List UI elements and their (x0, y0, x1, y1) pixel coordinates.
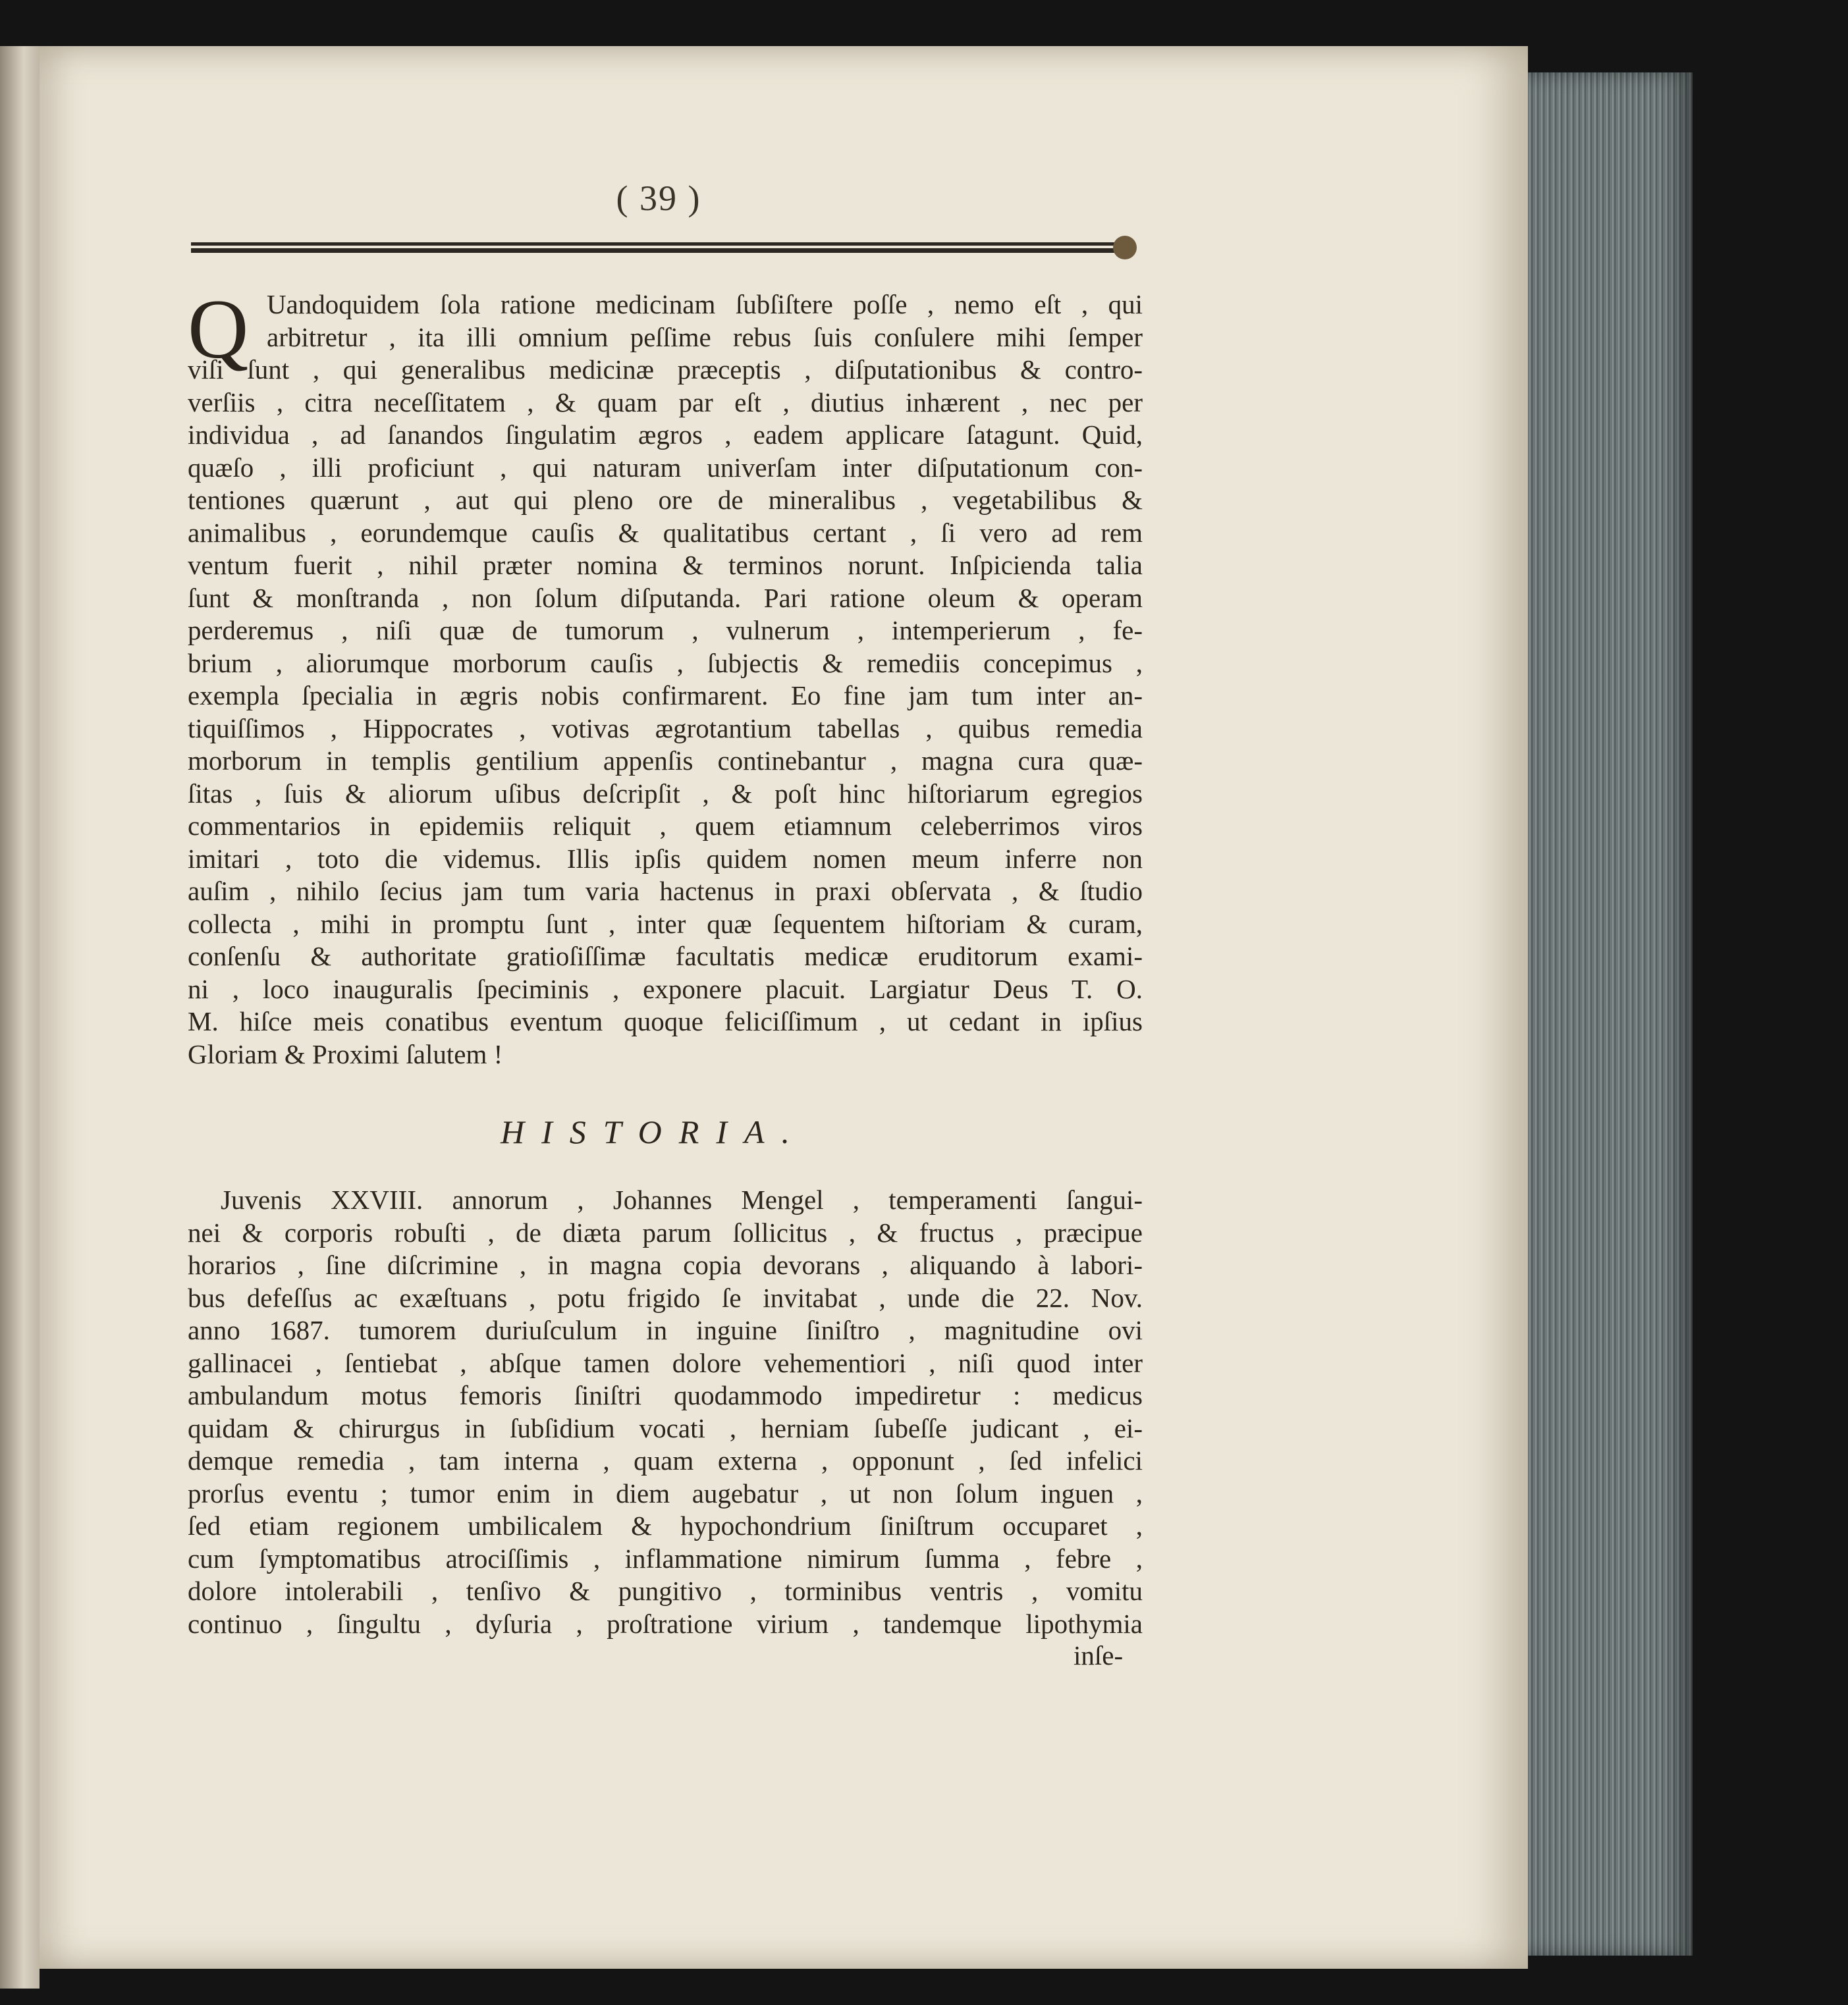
text-line: verſiis , citra neceſſitatem , & quam par eſt , diutius inhærent , nec per (188, 387, 1143, 417)
text-line: horarios , ſine diſcrimine , in magna copia devorans , aliquando à labori- (188, 1250, 1143, 1280)
text-line: brium , aliorumque morborum cauſis , ſubjectis & remediis concepimus , (188, 647, 1143, 678)
text-line: commentarios in epidemiis reliquit , quem etiamnum celeberrimos viros (188, 811, 1143, 841)
drop-capital: Q (188, 282, 249, 376)
page-block-edge (1528, 72, 1693, 1956)
history-text (188, 1184, 1143, 1640)
section-heading: HISTORIA. (501, 1113, 807, 1150)
text-line: morborum in templis gentilium appenſis continebantur , magna cura quæ- (188, 745, 1143, 776)
text-line: Gloriam & Proximi ſalutem ! (188, 1038, 503, 1069)
text-line: conſenſu & authoritate gratioſiſſimæ facultatis medicæ eruditorum exami- (188, 941, 1143, 971)
text-line: dolore intolerabili , tenſivo & pungitivo , torminibus ventris , vomitu (188, 1576, 1143, 1606)
preface-text (188, 282, 1143, 1071)
text-line: arbitretur , ita illi omnium peſſime rebus ſuis conſulere mihi ſemper (267, 321, 1143, 352)
text-line: ſitas , ſuis & aliorum uſibus deſcripſit , & poſt hinc hiſtoriarum egregios (188, 778, 1143, 809)
text-line: continuo , ſingultu , dyſuria , proſtratione virium , tandemque lipothymia (188, 1608, 1143, 1639)
text-line: viſi ſunt , qui generalibus medicinæ præceptis , diſputationibus & contro- (188, 354, 1143, 385)
text-line: tentiones quærunt , aut qui pleno ore de mineralibus , vegetabilibus & (188, 485, 1143, 515)
header-rule (191, 242, 1133, 253)
text-line: tiquiſſimos , Hippocrates , votivas ægrotantium tabellas , quibus remedia (188, 712, 1143, 743)
text-line: anno 1687. tumorem duriuſculum in inguine ſiniſtro , magnitudine ovi (188, 1315, 1143, 1345)
text-line: perderemus , niſi quæ de tumorum , vulnerum , intemperierum , fe- (188, 615, 1143, 645)
text-line: collecta , mihi in promptu ſunt , inter quæ ſequentem hiſtoriam & curam, (188, 908, 1143, 939)
text-line: animalibus , eorundemque cauſis & qualitatibus certant , ſi vero ad rem (188, 517, 1143, 548)
text-line: bus defeſſus ac exæſtuans , potu frigido ſe invitabat , unde die 22. Nov. (188, 1282, 1143, 1313)
text-line: quidam & chirurgus in ſubſidium vocati , herniam ſubeſſe judicant , ei- (188, 1412, 1143, 1443)
text-line: ſed etiam regionem umbilicalem & hypochondrium ſiniſtrum occuparet , (188, 1510, 1143, 1541)
text-line: individua , ad ſanandos ſingulatim ægros , eadem applicare ſatagunt. Quid, (188, 419, 1143, 450)
page-number: ( 39 ) (616, 178, 701, 218)
text-line: auſim , nihilo ſecius jam tum varia hactenus in praxi obſervata , & ſtudio (188, 876, 1143, 906)
text-line: M. hiſce meis conatibus eventum quoque feliciſſimum , ut cedant in ipſius (188, 1006, 1143, 1036)
text-line: nei & corporis robuſti , de diæta parum ſollicitus , & fructus , præcipue (188, 1217, 1143, 1248)
text-line: ambulandum motus femoris ſiniſtri quodammodo impediretur : medicus (188, 1380, 1143, 1410)
text-line: demque remedia , tam interna , quam externa , opponunt , ſed infelici (188, 1445, 1143, 1476)
text-line: gallinacei , ſentiebat , abſque tamen dolore vehementiori , niſi quod inter (188, 1347, 1143, 1378)
text-line: cum ſymptomatibus atrociſſimis , inflammatione nimirum ſumma , febre , (188, 1543, 1143, 1574)
text-line: quæſo , illi proficiunt , qui naturam univerſam inter diſputationum con- (188, 452, 1143, 483)
facing-page-edge (0, 46, 40, 1989)
catchword: inſe- (1073, 1640, 1124, 1671)
text-line: imitari , toto die videmus. Illis ipſis quidem nomen meum inferre non (188, 843, 1143, 874)
text-line: exempla ſpecialia in ægris nobis confirmarent. Eo fine jam tum inter an- (188, 680, 1143, 710)
text-line: ſunt & monſtranda , non ſolum diſputanda. Pari ratione oleum & operam (188, 582, 1143, 613)
text-line: ni , loco inauguralis ſpeciminis , exponere placuit. Largiatur Deus T. O. (188, 973, 1143, 1004)
text-line: Uandoquidem ſola ratione medicinam ſubſiſtere poſſe , nemo eſt , qui (267, 289, 1143, 319)
text-line: prorſus eventu ; tumor enim in diem augebatur , ut non ſolum inguen , (188, 1478, 1143, 1509)
text-line: Juvenis XXVIII. annorum , Johannes Mengel , temperamenti ſangui- (221, 1185, 1143, 1215)
text-line: ventum fuerit , nihil præter nomina & terminos norunt. Inſpicienda talia (188, 550, 1143, 580)
rule-ornament (1113, 236, 1137, 259)
